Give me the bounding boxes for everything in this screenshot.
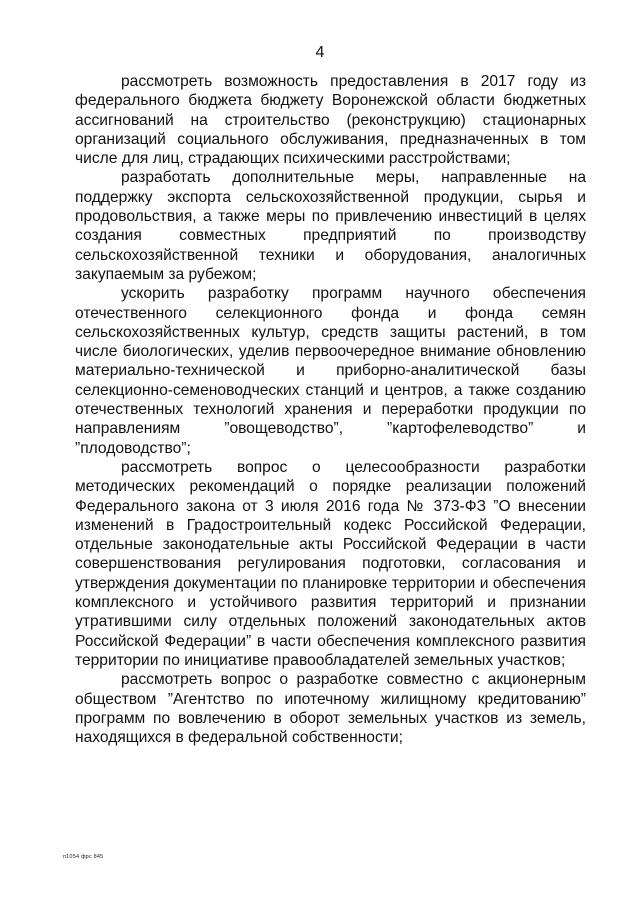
paragraph-social-facilities: рассмотреть возможность предоставления в 2017 году из федерального бюджета бюджету Воронежской области бюджетных ассигнований на строительство (реконструкцию) стационарных организаций социального обслуживания, предназначенных в том числе для лиц, страдающих психическими расстройствами; [75, 73, 586, 168]
paragraph-land-plots: рассмотреть вопрос о разработке совместно с акционерным обществом ”Агентство по ипотечному жилищному кредитованию” программ по вовлечению в оборот земельных участков из земель, находящихся в федеральной собственности; [75, 671, 586, 747]
paragraph-seed-programs: ускорить разработку программ научного обеспечения отечественного селекционного фонда и фонда семян сельскохозяйственных культур, средств защиты растений, в том числе биологических, уделив первоочередное внимание обновлению материально-технической и приборно-аналитической базы селекционно-семеноводческих станций и центров, а также созданию отечественных технологий хранения и переработки продукции по направлениям ”овощеводство”, ”картофелеводство” и ”плодоводство”; [75, 285, 586, 457]
page-number: 4 [315, 44, 325, 61]
footer-code: п1054 фрс 845 [63, 854, 104, 860]
paragraph-methodological-recommendations: рассмотреть вопрос о целесообразности разработки методических рекомендаций о порядке реализации положений Федерального закона от 3 июля 2016 года № 373-ФЗ ”О внесении изменений в Градостроительный кодекс Российской Федерации, отдельные законодательные акты Российской Федерации в части совершенствования регулирования подготовки, согласования и утверждения документации по планировке территории и обеспечения комплексного и устойчивого развития территорий и признании утратившими силу отдельных положений законодательных актов Российской Федерации” в части обеспечения комплексного развития территории по инициативе правообладателей земельных участков; [75, 458, 586, 669]
paragraph-agri-export: разработать дополнительные меры, направленные на поддержку экспорта сельскохозяйственной продукции, сырья и продовольствия, а также меры по привлечению инвестиций в целях создания совместных предприятий по производству сельскохозяйственной техники и оборудования, аналогичных закупаемым за рубежом; [75, 169, 586, 283]
document-body [75, 72, 586, 747]
